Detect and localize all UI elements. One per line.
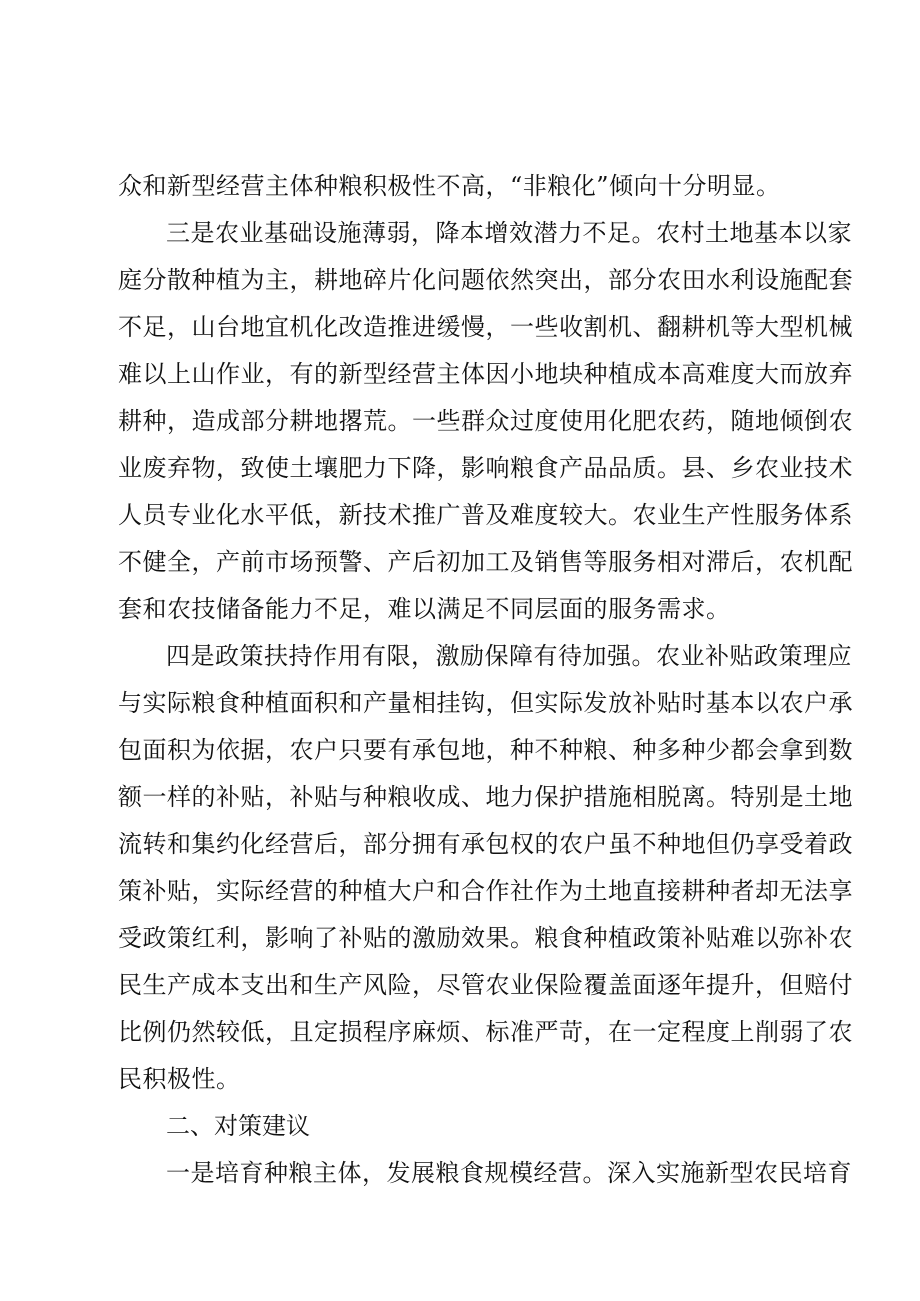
- paragraph-2-line-3: 不足，山台地宜机化改造推进缓慢，一些收割机、翻耕机等大型机械: [118, 313, 853, 341]
- paragraph-3-line-2: 与实际粮食种植面积和产量相挂钩，但实际发放补贴时基本以农户承: [118, 689, 853, 717]
- paragraph-2-line-8: 不健全，产前市场预警、产后初加工及销售等服务相对滞后，农机配: [118, 548, 853, 576]
- paragraph-3-line-5: 流转和集约化经营后，部分拥有承包权的农户虽不种地但仍享受着政: [118, 830, 853, 858]
- section-heading: 二、对策建议: [166, 1112, 310, 1140]
- paragraph-2-line-2: 庭分散种植为主，耕地碎片化问题依然突出，部分农田水利设施配套: [118, 266, 853, 294]
- paragraph-3-line-1: 四是政策扶持作用有限，激励保障有待加强。农业补贴政策理应: [166, 642, 852, 670]
- paragraph-3-line-4: 额一样的补贴，补贴与种粮收成、地力保护措施相脱离。特别是土地: [118, 783, 853, 811]
- paragraph-2-line-1: 三是农业基础设施薄弱，降本增效潜力不足。农村土地基本以家: [166, 219, 852, 247]
- paragraph-3-line-6: 策补贴，实际经营的种植大户和合作社作为土地直接耕种者却无法享: [118, 877, 853, 905]
- paragraph-3-line-7: 受政策红利，影响了补贴的激励效果。粮食种植政策补贴难以弥补农: [118, 924, 853, 952]
- paragraph-3-line-8: 民生产成本支出和生产风险，尽管农业保险覆盖面逐年提升，但赔付: [118, 971, 853, 999]
- paragraph-1-line-1: 众和新型经营主体种粮积极性不高，“非粮化”倾向十分明显。: [118, 172, 781, 200]
- paragraph-3-line-10: 民积极性。: [118, 1065, 241, 1093]
- paragraph-2-line-6: 业废弃物，致使土壤肥力下降，影响粮食产品品质。县、乡农业技术: [118, 454, 853, 482]
- paragraph-4-line-1: 一是培育种粮主体，发展粮食规模经营。深入实施新型农民培育: [166, 1159, 852, 1187]
- paragraph-2-line-9: 套和农技储备能力不足，难以满足不同层面的服务需求。: [118, 595, 731, 623]
- paragraph-2-line-5: 耕种，造成部分耕地撂荒。一些群众过度使用化肥农药，随地倾倒农: [118, 407, 853, 435]
- paragraph-3-line-3: 包面积为依据，农户只要有承包地，种不种粮、种多种少都会拿到数: [118, 736, 853, 764]
- paragraph-2-line-4: 难以上山作业，有的新型经营主体因小地块种植成本高难度大而放弃: [118, 360, 853, 388]
- paragraph-3-line-9: 比例仍然较低，且定损程序麻烦、标准严苛，在一定程度上削弱了农: [118, 1018, 853, 1046]
- paragraph-2-line-7: 人员专业化水平低，新技术推广普及难度较大。农业生产性服务体系: [118, 501, 853, 529]
